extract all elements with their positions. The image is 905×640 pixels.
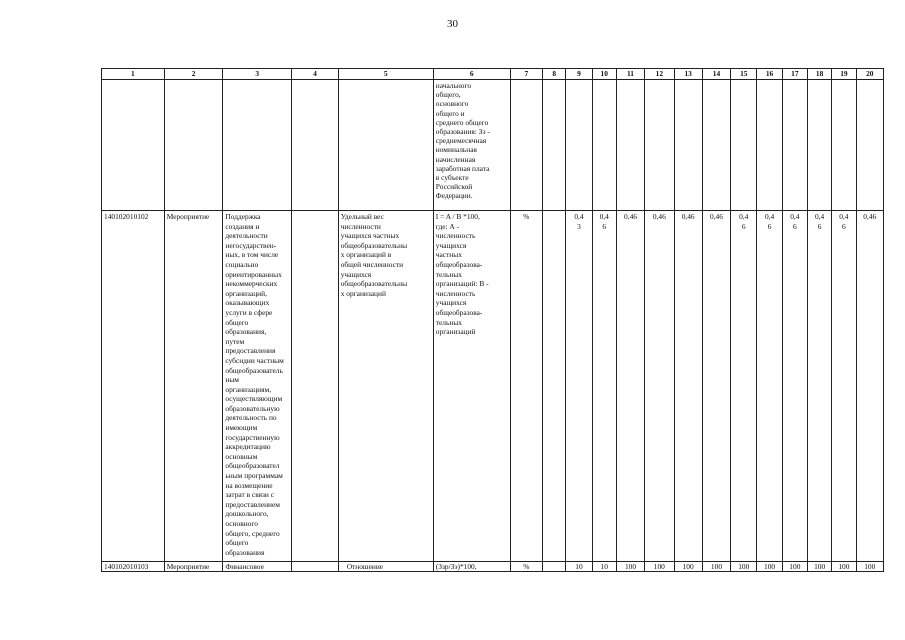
row-value: 0,46: [616, 211, 644, 562]
table-row: [102, 80, 884, 211]
row-name: Финансовое: [223, 562, 292, 572]
column-header: 19: [832, 69, 856, 80]
row-value: [856, 80, 883, 211]
column-header: 3: [223, 69, 292, 80]
row-type: Мероприятие: [164, 211, 223, 562]
row-value: 0,4 3: [566, 211, 592, 562]
row-value: 100: [702, 562, 730, 572]
column-header: 8: [543, 69, 566, 80]
row-value: [731, 80, 757, 211]
row-value: [674, 80, 702, 211]
row-col8: [543, 211, 566, 562]
row-value: 100: [616, 562, 644, 572]
table-row: [102, 562, 884, 572]
row-code: 140102010102: [102, 211, 165, 562]
row-col8: [543, 80, 566, 211]
row-value: 100: [757, 562, 782, 572]
row-value: [757, 80, 782, 211]
row-value: 100: [782, 562, 807, 572]
indicator-table: [101, 68, 884, 572]
row-formula: (Ззр/Зэ)*100,: [433, 562, 510, 572]
column-header: 20: [856, 69, 883, 80]
page-number: 30: [447, 18, 458, 30]
row-unit: %: [510, 211, 542, 562]
row-value: [592, 80, 616, 211]
row-type: [164, 80, 223, 211]
row-value: 10: [566, 562, 592, 572]
row-indicator: [338, 80, 433, 211]
table-row: [102, 211, 884, 562]
row-col4: [292, 562, 339, 572]
row-value: 100: [832, 562, 856, 572]
column-header: 16: [757, 69, 782, 80]
column-header: 18: [807, 69, 831, 80]
row-value: [702, 80, 730, 211]
column-header: 7: [510, 69, 542, 80]
column-header: 1: [102, 69, 165, 80]
row-col4: [292, 211, 339, 562]
row-value: [616, 80, 644, 211]
row-indicator: Отношение: [338, 562, 433, 572]
column-header: 2: [164, 69, 223, 80]
row-value: 100: [807, 562, 831, 572]
column-header: 5: [338, 69, 433, 80]
row-indicator: Удельный вес численности учащихся частных общеобразовательны х организаций в общей численности учащихся общеобразовательны х организаций: [338, 211, 433, 562]
row-value: [807, 80, 831, 211]
row-col8: [543, 562, 566, 572]
column-header: 17: [782, 69, 807, 80]
row-value: 10: [592, 562, 616, 572]
row-value: 0,46: [702, 211, 730, 562]
row-value: [782, 80, 807, 211]
row-code: [102, 80, 165, 211]
column-header: 14: [702, 69, 730, 80]
row-formula: начального общего, основного общего и среднего общего образования: Зэ - среднемесячная номинальная начисленная заработная плата в субъекте Российской Федерации.: [433, 80, 510, 211]
column-header: 10: [592, 69, 616, 80]
row-value: 0,4 6: [731, 211, 757, 562]
row-code: 140102010103: [102, 562, 165, 572]
column-header: 6: [433, 69, 510, 80]
column-header: 11: [616, 69, 644, 80]
row-value: 0,46: [674, 211, 702, 562]
row-value: 0,4 6: [832, 211, 856, 562]
row-value: 0,4 6: [807, 211, 831, 562]
row-value: [645, 80, 674, 211]
row-unit: [510, 80, 542, 211]
row-type: Мероприятие: [164, 562, 223, 572]
row-value: 0,46: [856, 211, 883, 562]
row-value: 100: [674, 562, 702, 572]
column-header: 13: [674, 69, 702, 80]
column-header: 12: [645, 69, 674, 80]
row-value: 100: [731, 562, 757, 572]
row-name: [223, 80, 292, 211]
column-header: 15: [731, 69, 757, 80]
row-value: 0,4 6: [782, 211, 807, 562]
row-value: [832, 80, 856, 211]
row-value: 0,46: [645, 211, 674, 562]
column-number-row: [102, 69, 884, 80]
row-value: 100: [856, 562, 883, 572]
row-formula: I = A / B *100, где: А - численность учащихся частных общеобразова- тельных организаций: В - численность учащихся общеобразова- тельных организаций: [433, 211, 510, 562]
column-header: 4: [292, 69, 339, 80]
row-value: 0,4 6: [757, 211, 782, 562]
row-value: 0,4 6: [592, 211, 616, 562]
row-name: Поддержка создания и деятельности негосударствен- ных, в том числе социально ориентированных некоммерческих организаций, оказывающих услуги в сфере общего образования, путем предоставления субсидии частным общеобразователь ным организациям, осуществляющим образовательную деятельность по имеющим государственную аккредитацию основным общеобразовател ьным программам на возмещение затрат в связи с предоставлением дошкольного, основного общего, среднего общего образования: [223, 211, 292, 562]
row-unit: %: [510, 562, 542, 572]
row-value: [566, 80, 592, 211]
row-col4: [292, 80, 339, 211]
row-value: 100: [645, 562, 674, 572]
column-header: 9: [566, 69, 592, 80]
